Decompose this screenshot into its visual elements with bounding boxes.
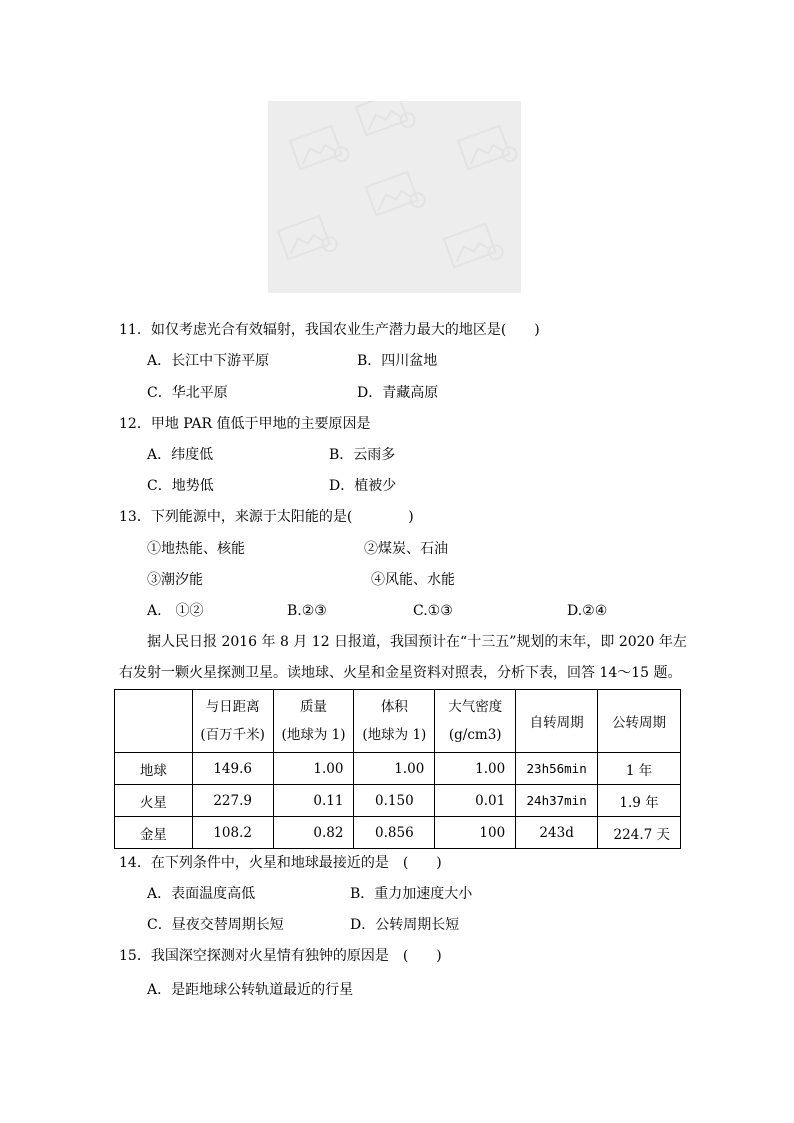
- table-cell: 0.82: [273, 817, 354, 849]
- q15-stem: 15．我国深空探测对火星情有独钟的原因是 ( ): [119, 948, 442, 964]
- planet-name: 火星: [115, 785, 193, 817]
- table-cell: 24h37min: [516, 785, 598, 817]
- passage-line-2: 右发射一颗火星探测卫星。读地球、火星和金星资料对照表，分析下表，回答 14～15 题。: [119, 665, 682, 681]
- q11-option-b: B．四川盆地: [357, 353, 438, 369]
- table-row: [115, 817, 681, 849]
- table-header-row: [115, 690, 681, 753]
- q13-option-b: B.②③: [287, 603, 327, 619]
- q12-option-c: C．地势低: [147, 478, 214, 494]
- q12-option-d: D．植被少: [329, 478, 397, 494]
- q12-option-b: B．云雨多: [329, 447, 396, 463]
- planet-name: 地球: [115, 753, 193, 785]
- planet-name: 金星: [115, 817, 193, 849]
- header-distance: 与日距离 (百万千米): [192, 690, 273, 753]
- planet-data-table: [114, 689, 681, 849]
- q13-statement-3: ③潮汐能: [147, 572, 203, 588]
- header-rotation-period: 自转周期: [516, 690, 598, 753]
- table-row: [115, 785, 681, 817]
- q15-option-a: A．是距地球公转轨道最近的行星: [147, 982, 354, 998]
- table-row: [115, 753, 681, 785]
- header-volume: 体积 (地球为 1): [354, 690, 435, 753]
- table-cell: 0.01: [435, 785, 516, 817]
- table-cell: 0.150: [354, 785, 435, 817]
- q13-option-a: A. ①②: [147, 603, 204, 619]
- table-cell: 23h56min: [516, 753, 598, 785]
- q13-statement-2: ②煤炭、石油: [364, 541, 448, 557]
- q12-stem: 12．甲地 PAR 值低于甲地的主要原因是: [119, 416, 371, 432]
- q13-option-c: C.①③: [413, 603, 453, 619]
- image-placeholder: [268, 101, 521, 293]
- q14-option-d: D．公转周期长短: [350, 917, 460, 933]
- table-cell: 0.11: [273, 785, 354, 817]
- header-atmosphere-density: 大气密度 (g/cm3): [435, 690, 516, 753]
- q11-stem: 11．如仅考虑光合有效辐射，我国农业生产潜力最大的地区是( ): [119, 322, 540, 338]
- table-cell: 1.00: [273, 753, 354, 785]
- header-mass: 质量 (地球为 1): [273, 690, 354, 753]
- table-cell: 1.00: [435, 753, 516, 785]
- q11-option-d: D．青藏高原: [357, 385, 439, 401]
- q13-stem: 13．下列能源中，来源于太阳能的是( ): [119, 509, 414, 525]
- table-cell: 227.9: [192, 785, 273, 817]
- table-cell: 1.9 年: [598, 785, 681, 817]
- table-cell: 0.856: [354, 817, 435, 849]
- image-placeholder-icon: [268, 101, 521, 293]
- table-cell: 1.00: [354, 753, 435, 785]
- header-cell-empty: [115, 690, 193, 753]
- q13-statement-4: ④风能、水能: [371, 572, 455, 588]
- header-revolution-period: 公转周期: [598, 690, 681, 753]
- table-cell: 100: [435, 817, 516, 849]
- q11-option-c: C．华北平原: [147, 385, 228, 401]
- table-cell: 224.7 天: [598, 817, 681, 849]
- q13-statement-1: ①地热能、核能: [147, 541, 245, 557]
- q14-option-b: B．重力加速度大小: [350, 886, 473, 902]
- q14-option-a: A．表面温度高低: [147, 886, 256, 902]
- q11-option-a: A．长江中下游平原: [147, 353, 270, 369]
- table-cell: 149.6: [192, 753, 273, 785]
- table-cell: 243d: [516, 817, 598, 849]
- table-cell: 108.2: [192, 817, 273, 849]
- table-cell: 1 年: [598, 753, 681, 785]
- q13-option-d: D.②④: [567, 603, 608, 619]
- passage-line-1: 据人民日报 2016 年 8 月 12 日报道，我国预计在“十三五”规划的末年，即 2020 年左: [147, 634, 687, 650]
- q14-option-c: C．昼夜交替周期长短: [147, 917, 284, 933]
- q12-option-a: A．纬度低: [147, 447, 214, 463]
- q14-stem: 14．在下列条件中，火星和地球最接近的是 ( ): [119, 855, 442, 871]
